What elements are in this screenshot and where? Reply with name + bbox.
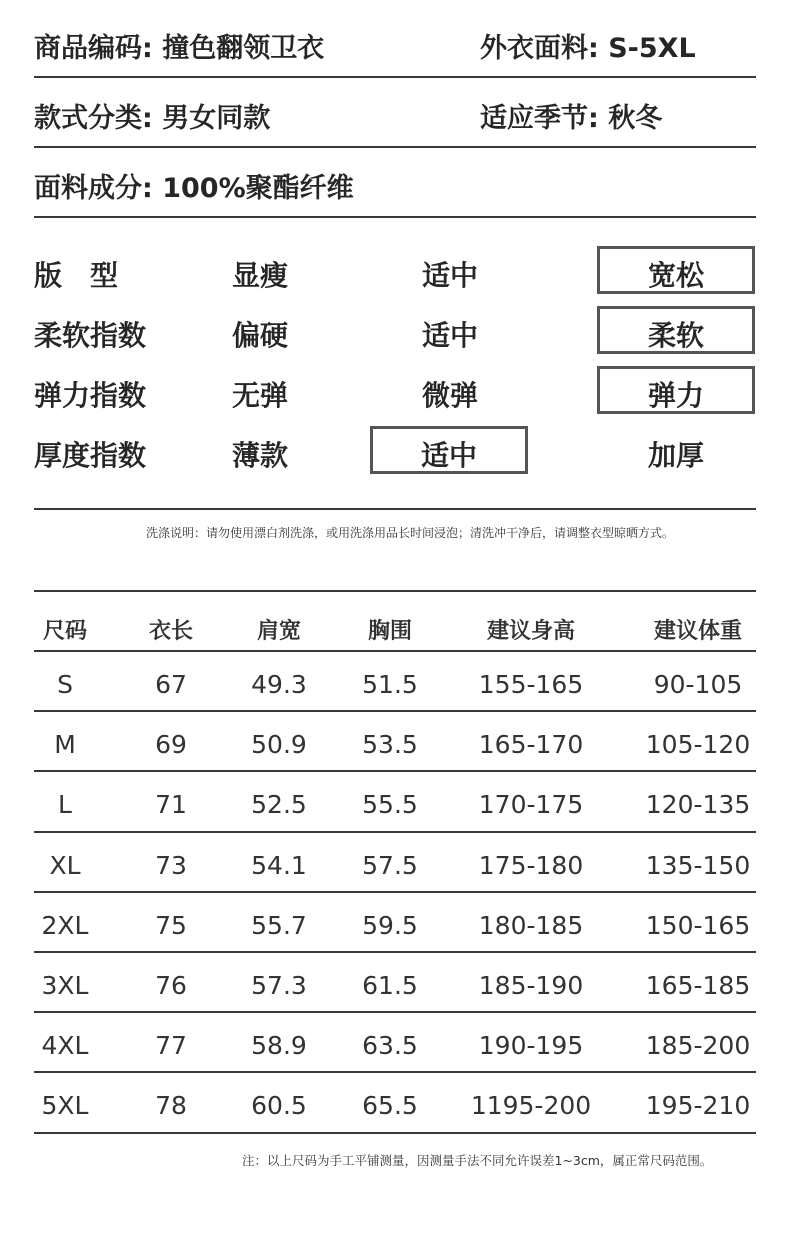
table-cell: 2XL [41,910,89,940]
composition-label: 面料成分: [34,173,153,204]
table-cell: XL [49,850,81,880]
table-row [0,953,790,1013]
table-cell: L [58,790,72,820]
composition-row [34,166,354,205]
divider [34,590,756,592]
table-row [0,1013,790,1073]
table-cell: 63.5 [362,1031,418,1061]
table-cell: 90-105 [653,670,743,699]
footnote: 注：以上尺码为手工平铺测量，因测量手法不同允许误差1~3cm，属正常尺码范围。 [242,1153,713,1168]
style-label: 款式分类: [34,103,153,134]
wash-instructions: 洗涤说明：请勿使用漂白剂洗涤，或用洗涤用品长时间浸泡；清洗冲干净后，请调整衣型晾晒方式。 [146,526,675,540]
table-cell: 180-185 [478,910,584,940]
table-cell: 76 [155,971,187,1000]
composition-value: 100%聚酯纤维 [162,173,354,204]
table-cell: 53.5 [362,730,418,760]
table-cell: 61.5 [362,971,418,1000]
table-cell: 190-195 [478,1031,584,1061]
column-header: 建议身高 [486,619,575,644]
table-cell: 71 [155,790,187,820]
table-cell: 55.5 [362,790,418,820]
attr-label-thickness: 厚度指数 [34,439,147,472]
table-row [0,772,790,832]
attr-option: 显瘦 [232,259,289,292]
table-cell: 1195-200 [470,1091,592,1121]
table-cell: 59.5 [362,910,418,940]
table-cell: 4XL [41,1031,89,1061]
table-row [0,1073,790,1133]
attr-option-selected: 弹力 [647,379,704,412]
column-header: 肩宽 [256,619,301,644]
divider [34,76,756,78]
season-label: 适应季节: [480,103,599,134]
table-cell: 165-185 [645,971,751,1000]
table-cell: 155-165 [478,670,584,699]
product-code-value: 撞色翻领卫衣 [162,33,325,64]
attr-option: 加厚 [648,439,705,472]
divider [34,146,756,148]
table-cell: 170-175 [478,790,584,820]
table-cell: 5XL [41,1091,89,1121]
table-cell: 54.1 [251,850,307,880]
attr-label-softness: 柔软指数 [34,319,147,352]
table-cell: 51.5 [362,670,418,699]
table-cell: 50.9 [251,730,307,760]
table-row [0,833,790,893]
column-header: 胸围 [367,619,412,644]
season-value: 秋冬 [608,103,663,134]
product-code-row [34,26,324,65]
table-cell: 55.7 [251,910,307,940]
column-header: 衣长 [148,619,193,644]
column-header: 建议体重 [653,619,742,644]
season-row [480,96,662,135]
table-cell: 57.3 [251,971,307,1000]
table-header [0,598,790,658]
table-cell: 58.9 [251,1031,307,1061]
table-cell: 135-150 [645,850,751,880]
table-cell: 105-120 [645,730,751,760]
attr-label-fit: 版 型 [34,259,119,292]
attr-option-selected: 适中 [420,439,477,472]
table-cell: 150-165 [645,910,751,940]
table-cell: 195-210 [645,1091,751,1121]
table-cell: 185-200 [645,1031,751,1061]
column-header: 尺码 [42,619,87,644]
table-row [0,893,790,953]
divider [34,508,756,510]
table-cell: 175-180 [478,850,584,880]
attr-label-elasticity: 弹力指数 [34,379,147,412]
product-code-label: 商品编码: [34,33,153,64]
table-cell: 185-190 [478,971,584,1000]
table-cell: 120-135 [645,790,751,820]
attr-option: 适中 [422,259,479,292]
fabric-row [480,26,696,65]
table-cell: 67 [155,670,187,699]
table-cell: 75 [155,910,187,940]
table-cell: 78 [155,1091,187,1121]
divider [34,216,756,218]
table-cell: 65.5 [362,1091,418,1121]
table-cell: 3XL [41,971,89,1000]
divider [34,1132,756,1134]
attr-option-selected: 柔软 [647,319,704,352]
style-row [34,96,270,135]
attr-option: 薄款 [232,439,289,472]
table-cell: 73 [155,850,187,880]
fabric-value: S-5XL [608,33,696,64]
table-row [0,712,790,772]
table-cell: 60.5 [251,1091,307,1121]
table-cell: 165-170 [478,730,584,760]
attr-option: 无弹 [232,379,289,412]
table-cell: 52.5 [251,790,307,820]
attr-option: 微弹 [422,379,479,412]
table-cell: M [54,730,76,760]
attr-option-selected: 宽松 [647,259,704,292]
table-cell: S [57,670,73,699]
table-cell: 49.3 [251,670,307,699]
attr-option: 偏硬 [232,319,289,352]
table-cell: 77 [155,1031,187,1061]
style-value: 男女同款 [162,103,271,134]
table-row [0,652,790,712]
fabric-label: 外衣面料: [480,33,599,64]
table-cell: 69 [155,730,187,760]
attr-option: 适中 [422,319,479,352]
table-cell: 57.5 [362,850,418,880]
